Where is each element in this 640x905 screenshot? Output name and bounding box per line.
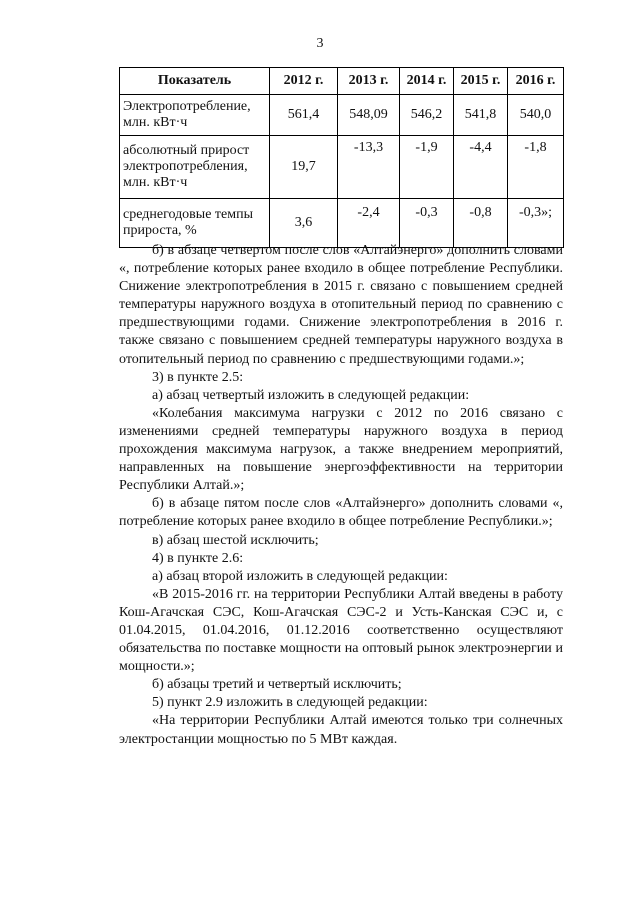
table-cell: -4,4 (454, 136, 508, 199)
table-cell: 561,4 (270, 95, 338, 136)
table-cell: 546,2 (400, 95, 454, 136)
table-header-cell: 2015 г. (454, 68, 508, 95)
table-row-label: Электропотребление, млн. кВт·ч (120, 95, 270, 136)
table-header-cell: 2014 г. (400, 68, 454, 95)
table-cell: -1,9 (400, 136, 454, 199)
table-row (120, 95, 564, 136)
table-cell: -1,8 (508, 136, 564, 199)
paragraph: «На территории Республики Алтай имеются только три солнечных электростанции мощностью по 5 МВт каждая. (119, 713, 563, 747)
table-header-cell: 2013 г. (338, 68, 400, 95)
paragraph: 3) в пункте 2.5: (152, 369, 244, 385)
table-header-cell: 2012 г. (270, 68, 338, 95)
table-cell: 3,6 (270, 199, 338, 248)
table-cell: -0,3»; (508, 199, 564, 248)
paragraph: б) в абзаце четвертом после слов «Алтайэнерго» дополнить словами «, потребление которых ранее входило в общее потребление Республики. Снижение электропотребления в 2015 г. связано с повышением средней температуры наружного воздуха в отопительный период по сравнению с предшествующими годами. Снижение электропотребления в 2016 г. также связано с повышением средней температуры наружного воздуха в отопительный период по сравнению с предшествующими годами.»; (119, 243, 563, 367)
table-row-label: среднегодовые темпы прироста, % (120, 199, 270, 248)
paragraph: 5) пункт 2.9 изложить в следующей редакции: (152, 695, 428, 711)
paragraph: а) абзац четвертый изложить в следующей редакции: (152, 387, 470, 403)
table-header-cell: 2016 г. (508, 68, 564, 95)
table-cell: 540,0 (508, 95, 564, 136)
table-cell: 19,7 (270, 136, 338, 199)
table-cell: -13,3 (338, 136, 400, 199)
table-cell: 548,09 (338, 95, 400, 136)
paragraph: б) в абзаце пятом после слов «Алтайэнерго» дополнить словами «, потребление которых ранее входило в общее потребление Республики.»; (119, 496, 563, 530)
table-row (120, 199, 564, 248)
indicators-table (119, 67, 564, 248)
paragraph: 4) в пункте 2.6: (152, 550, 244, 566)
paragraph: б) абзацы третий и четвертый исключить; (152, 677, 402, 693)
paragraph: «В 2015-2016 гг. на территории Республики Алтай введены в работу Кош-Агачская СЭС, Кош-Агачская СЭС-2 и Усть-Канская СЭС и, с 01.04.2015, 01.04.2016, 01.12.2016 соответственно осуществляют обязательства по поставке мощности на оптовый рынок электроэнергии и мощности.»; (119, 586, 563, 675)
table-row (120, 136, 564, 199)
table-cell: -0,3 (400, 199, 454, 248)
document-body (119, 242, 563, 749)
table-cell: 541,8 (454, 95, 508, 136)
table-header-cell: Показатель (120, 68, 270, 95)
table-row-label: абсолютный прирост электропотребления, млн. кВт·ч (120, 136, 270, 199)
table-cell: -2,4 (338, 199, 400, 248)
table-header-row (120, 68, 564, 95)
table-cell: -0,8 (454, 199, 508, 248)
paragraph: «Колебания максимума нагрузки с 2012 по 2016 связано с изменениями средней температуры наружного воздуха в период прохождения максимума нагрузок, а также внедрением мероприятий, направленных на повышение энергоэффективности на территории Республики Алтай.»; (119, 405, 563, 494)
paragraph: а) абзац второй изложить в следующей редакции: (152, 568, 448, 584)
paragraph: в) абзац шестой исключить; (152, 532, 319, 548)
page-number: 3 (316, 36, 324, 51)
